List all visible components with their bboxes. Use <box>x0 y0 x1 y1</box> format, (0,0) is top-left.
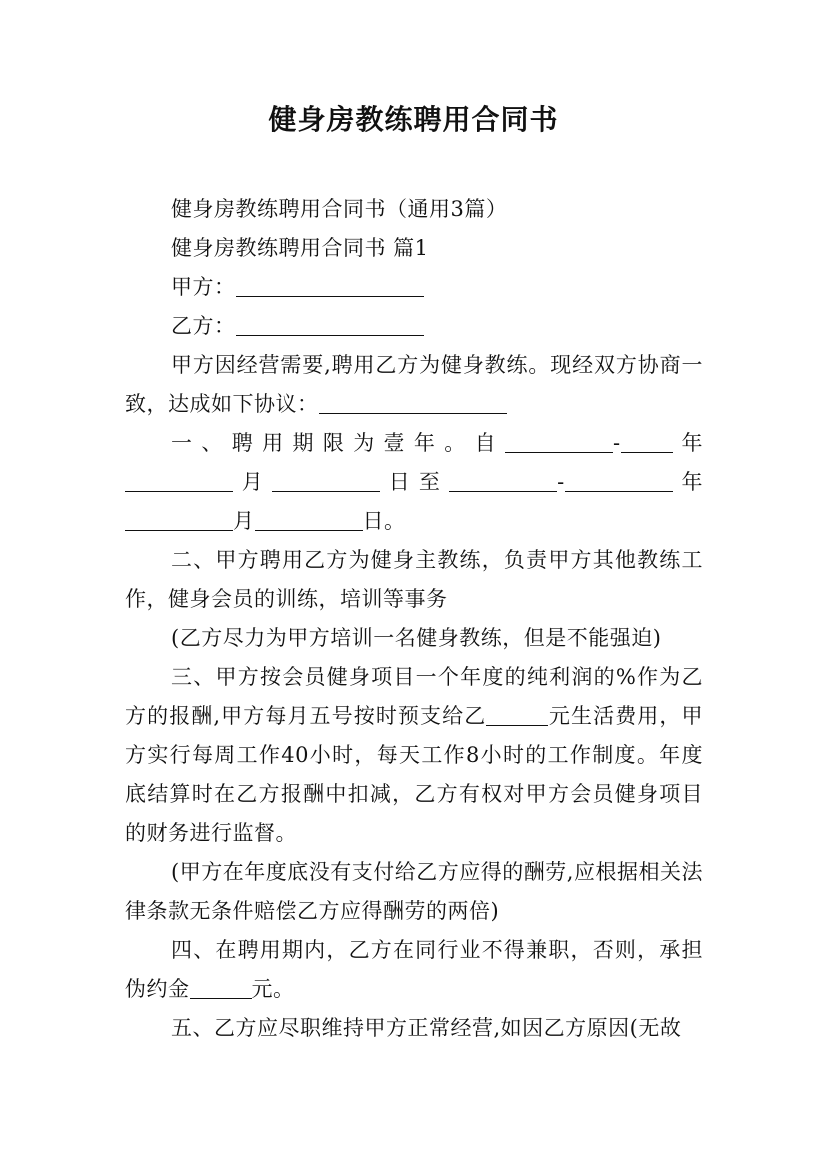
party-b-blank <box>236 314 424 336</box>
document-subtitle: 健身房教练聘用合同书（通用3篇） <box>171 197 508 221</box>
clause-2-note: (乙方尽力为甲方培训一名健身教练，但是不能强迫) <box>171 626 662 650</box>
intro-blank <box>319 392 507 414</box>
end-blank-4 <box>255 509 363 531</box>
document-body <box>125 190 703 1048</box>
section-heading: 健身房教练聘用合同书 篇1 <box>171 236 429 260</box>
end-blank-1 <box>449 470 557 492</box>
start-blank-4 <box>272 470 380 492</box>
clause-5: 五、乙方应尽职维持甲方正常经营,如因乙方原因(无故 <box>171 1016 682 1040</box>
penalty-blank <box>190 977 252 999</box>
start-blank-1 <box>505 431 613 453</box>
start-blank-2 <box>621 431 673 453</box>
party-a-label: 甲方： <box>171 275 236 299</box>
intro-paragraph: 甲方因经营需要,聘用乙方为健身教练。现经双方协商一致，达成如下协议： <box>125 353 703 416</box>
clause-3-note: (甲方在年度底没有支付给乙方应得的酬劳,应根据相关法律条款无条件赔偿乙方应得酬劳的两倍) <box>125 860 703 923</box>
end-blank-2 <box>565 470 673 492</box>
document-title: 健身房教练聘用合同书 <box>268 103 559 136</box>
clause-2: 二、甲方聘用乙方为健身主教练，负责甲方其他教练工作，健身会员的训练，培训等事务 <box>125 548 703 611</box>
party-b-label: 乙方： <box>171 314 236 338</box>
party-a-line <box>125 268 703 307</box>
party-b-line <box>125 307 703 346</box>
living-allowance-blank <box>486 704 548 726</box>
end-blank-3 <box>125 509 233 531</box>
start-blank-3 <box>125 470 233 492</box>
clause-4: 四、在聘用期内，乙方在同行业不得兼职，否则，承担伪约金 元。 <box>125 938 703 1001</box>
clause-1: 一、聘用期限为壹年。自 - 年月 日至 - 年月 日。 <box>125 424 703 541</box>
party-a-blank <box>236 275 424 297</box>
clause-3: 三、甲方按会员健身项目一个年度的纯利润的%作为乙方的报酬,甲方每月五号按时预支给乙 元生活费用，甲方实行每周工作40小时，每天工作8小时的工作制度。年度底结算时在乙方报酬中扣减，乙方有权对甲方会员健身项目的财务进行监督。 <box>125 665 703 845</box>
